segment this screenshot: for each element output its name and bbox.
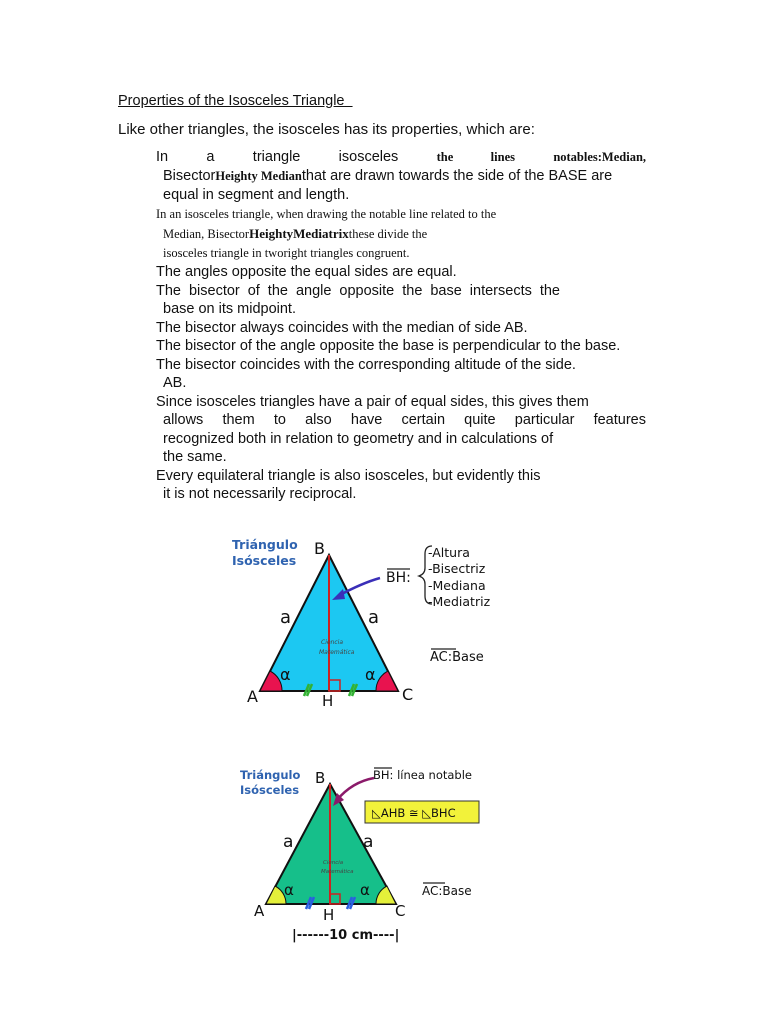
vertex-label: C xyxy=(395,902,406,920)
side-label: a xyxy=(368,607,380,628)
bh-label: BH: línea notable xyxy=(373,768,472,782)
item-line: isosceles triangle in tworight triangles congruent. xyxy=(163,246,410,260)
figure-title: Isósceles xyxy=(240,783,300,797)
item-line: Median, BisectorHeightyMediatrixthese divide the xyxy=(163,226,428,241)
intro-text: Like other triangles, the isosceles has its properties, which are: xyxy=(118,121,535,138)
figure-isosceles-1 xyxy=(220,530,512,720)
list-item xyxy=(142,282,646,319)
item-line: Every equilateral triangle is also isosceles, but evidently this xyxy=(156,467,541,484)
list-item xyxy=(142,319,646,338)
figure-title: Triángulo xyxy=(240,768,301,782)
brace-item: -Altura xyxy=(428,545,470,560)
vertex-label: B xyxy=(314,539,325,558)
brace-item: -Bisectriz xyxy=(428,561,486,576)
word: In xyxy=(156,149,169,165)
item-line: The bisector coincides with the corresponding altitude of the side. xyxy=(156,356,576,373)
item-line: base on its midpoint. xyxy=(163,301,296,317)
item-line: The angles opposite the equal sides are equal. xyxy=(156,264,457,280)
angle-label: α xyxy=(284,881,294,899)
figure-2-svg xyxy=(226,756,498,948)
vertex-label: A xyxy=(254,902,265,920)
list-item xyxy=(142,337,646,356)
vertex-label: H xyxy=(322,692,334,710)
vertex-label: C xyxy=(402,685,414,704)
word: isosceles xyxy=(338,149,399,165)
item-line: AB. xyxy=(163,375,187,391)
word: a xyxy=(206,149,215,165)
item-line: The bisector of the angle opposite the base intersects the xyxy=(156,282,560,299)
figure-title: Triángulo xyxy=(232,537,298,552)
measure-label: |------10 cm----| xyxy=(292,928,400,943)
word: the lines xyxy=(436,150,515,164)
word: triangle xyxy=(252,149,301,165)
list-item xyxy=(142,393,646,467)
congruence-label: ◺AHB ≅ ◺BHC xyxy=(372,806,456,820)
figure-1-svg xyxy=(220,530,512,720)
list-item xyxy=(142,467,646,504)
angle-label: α xyxy=(360,881,370,899)
list-item xyxy=(142,356,646,393)
watermark: Matemática xyxy=(321,869,354,875)
item-line: BisectorHeighty Medianthat are drawn towards the side of the BASE are xyxy=(163,168,613,184)
figure-isosceles-2 xyxy=(226,756,498,948)
list-item xyxy=(142,205,646,262)
angle-label: α xyxy=(365,665,376,684)
ac-label: AC:Base xyxy=(430,650,484,665)
watermark: Matemática xyxy=(319,649,355,656)
page-title: Properties of the Isosceles Triangle xyxy=(118,93,345,109)
side-label: a xyxy=(283,832,294,852)
item-line: the same. xyxy=(163,449,227,465)
bh-label: BH: xyxy=(386,570,411,586)
watermark: Ciencia xyxy=(321,639,343,646)
figure-title: Isósceles xyxy=(232,553,297,568)
vertex-label: H xyxy=(323,906,335,924)
item-line: The bisector of the angle opposite the base is perpendicular to the base. xyxy=(156,338,621,354)
item-line: allows them to also have certain quite particular features xyxy=(163,412,646,428)
properties-list xyxy=(142,148,646,504)
angle-label: α xyxy=(280,665,291,684)
list-item xyxy=(142,148,646,205)
brace-item: -Mediatriz xyxy=(428,594,491,609)
item-line: recognized both in relation to geometry and in calculations of xyxy=(163,430,554,447)
list-item xyxy=(142,263,646,282)
side-label: a xyxy=(363,832,374,852)
vertex-label: A xyxy=(247,687,258,706)
item-line: it is not necessarily reciprocal. xyxy=(163,486,357,502)
item-line: Since isosceles triangles have a pair of equal sides, this gives them xyxy=(156,393,589,410)
word: notables:Median, xyxy=(553,150,647,164)
ac-label: AC:Base xyxy=(422,884,472,898)
vertex-label: B xyxy=(315,769,326,787)
side-label: a xyxy=(280,607,292,628)
watermark: Ciencia xyxy=(323,860,344,866)
brace-item: -Mediana xyxy=(428,578,486,593)
item-line: The bisector always coincides with the median of side AB. xyxy=(156,319,528,336)
item-line xyxy=(142,148,646,167)
item-line: In an isosceles triangle, when drawing the notable line related to the xyxy=(156,207,497,221)
item-line: equal in segment and length. xyxy=(163,187,350,203)
